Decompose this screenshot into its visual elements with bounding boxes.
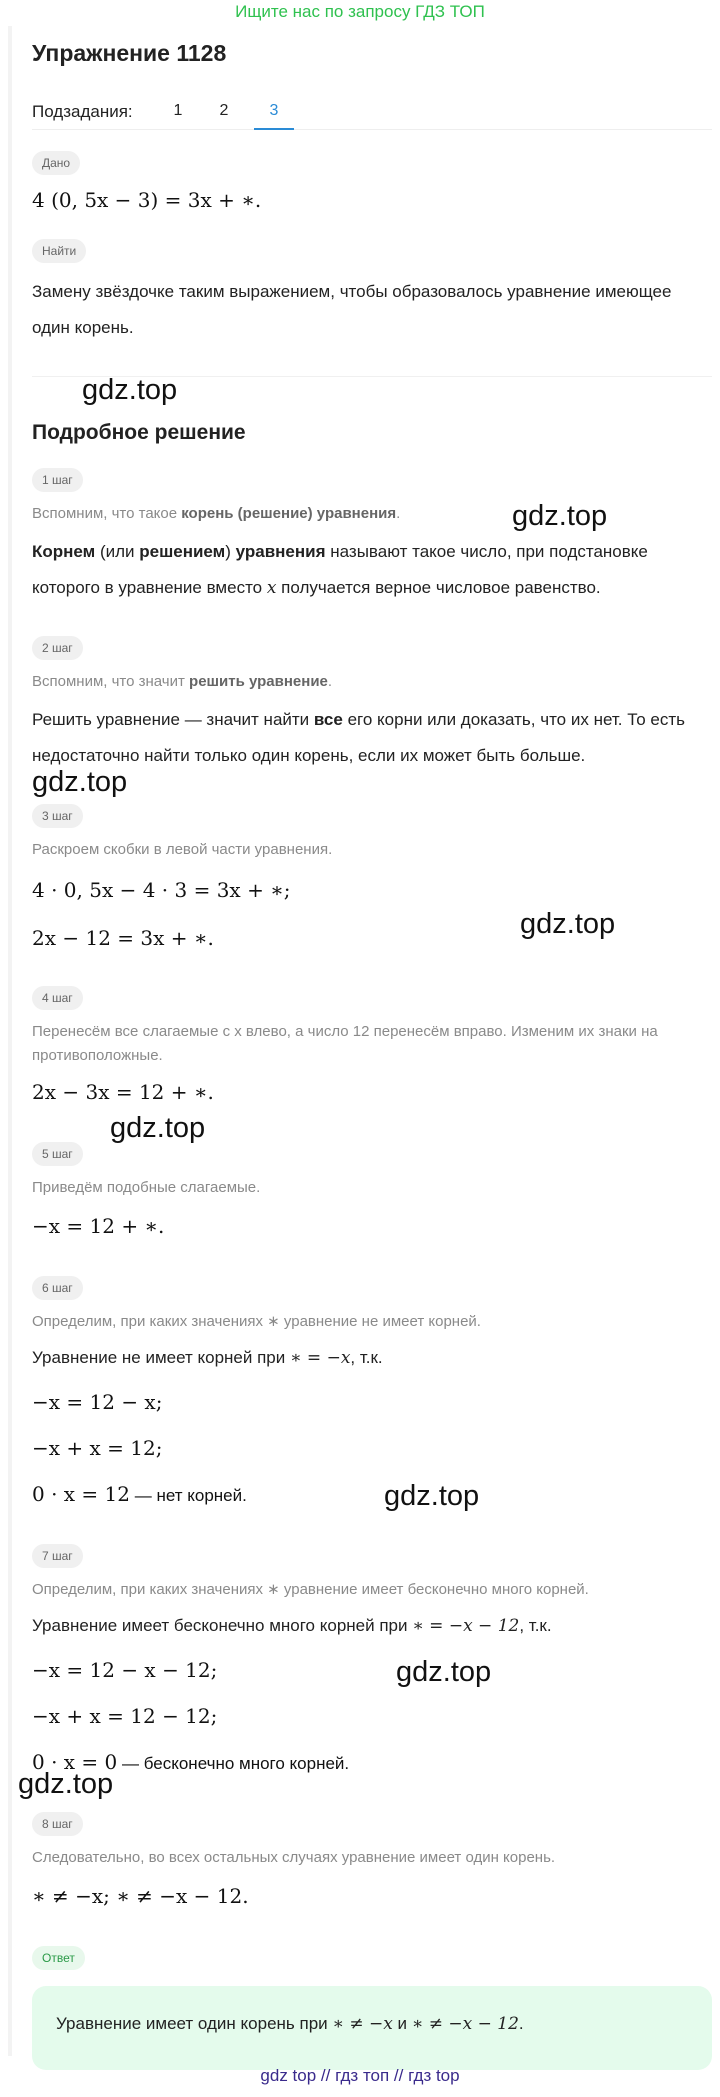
watermark: gdz.top: [520, 908, 616, 940]
watermark: gdz.top: [110, 1112, 206, 1144]
subtask-tab-3[interactable]: 3: [254, 102, 294, 130]
step-6-equation-3: 0 · x = 12 — нет корней.: [32, 1482, 247, 1506]
step-2-pill: 2 шаг: [32, 636, 83, 660]
watermark: gdz.top: [32, 766, 128, 798]
step-3-hint: Раскроем скобки в левой части уравнения.: [32, 841, 333, 858]
step-8-hint: Следовательно, во всех остальных случаях уравнение имеет один корень.: [32, 1849, 556, 1866]
step-4-hint: Перенесём все слагаемые с x влево, а число 12 перенесём вправо. Изменим их знаки на противоположные.: [32, 1023, 658, 1064]
step-1-hint: Вспомним, что такое корень (решение) уравнения.: [32, 505, 401, 522]
watermark: gdz.top: [384, 1480, 480, 1512]
step-5-pill: 5 шаг: [32, 1142, 83, 1166]
step-5-equation-1: −x = 12 + ∗.: [32, 1214, 165, 1238]
step-2-text: Решить уравнение — значит найти все его корни или доказать, что их нет. То есть недостаточно найти только один корень, если их может быть больше.: [32, 710, 686, 765]
step-3-pill: 3 шаг: [32, 804, 83, 828]
step-6-pill: 6 шаг: [32, 1276, 83, 1300]
find-text: Замену звёздочке таким выражением, чтобы образовалось уравнение имеющее один корень.: [32, 282, 672, 337]
step-1-text: Корнем (или решением) уравнения называют такое число, при подстановке которого в уравнение вместо x получается верное числовое равенство.: [32, 542, 648, 598]
step-6-equation-1: −x = 12 − x;: [32, 1390, 163, 1414]
answer-box: [32, 1986, 712, 2070]
footer-links[interactable]: gdz top // гдз топ // гдз top: [260, 2066, 460, 2085]
page-title: Упражнение 1128: [32, 40, 227, 66]
step-7-equation-1: −x = 12 − x − 12;: [32, 1658, 218, 1682]
step-1-pill: 1 шаг: [32, 468, 83, 492]
subtasks-bar: [32, 94, 712, 130]
step-7-pill: 7 шаг: [32, 1544, 83, 1568]
find-pill: Найти: [32, 239, 86, 263]
given-equation: 4 (0, 5x − 3) = 3x + ∗.: [32, 188, 262, 212]
step-8-pill: 8 шаг: [32, 1812, 83, 1836]
watermark: gdz.top: [82, 374, 178, 406]
step-7-equation-3: 0 · x = 0 — бесконечно много корней.: [32, 1750, 350, 1774]
watermark: gdz.top: [396, 1656, 492, 1688]
subtask-tab-1[interactable]: 1: [173, 102, 183, 119]
step-3-equation-2: 2x − 12 = 3x + ∗.: [32, 926, 214, 950]
answer-pill: Ответ: [32, 1946, 85, 1970]
answer-text: Уравнение имеет один корень при ∗ ≠ −x и ∗ ≠ −x − 12.: [56, 2014, 524, 2034]
subtask-tab-2[interactable]: 2: [219, 102, 229, 119]
exercise-card: [8, 26, 712, 2056]
solution-title: Подробное решение: [32, 421, 246, 444]
step-8-equation-1: ∗ ≠ −x; ∗ ≠ −x − 12.: [32, 1884, 249, 1908]
given-pill: Дано: [32, 151, 80, 175]
step-7-text: Уравнение имеет бесконечно много корней при ∗ = −x − 12, т.к.: [32, 1616, 552, 1636]
step-7-equation-2: −x + x = 12 − 12;: [32, 1704, 218, 1728]
step-2-hint: Вспомним, что значит решить уравнение.: [32, 673, 333, 690]
step-7-hint: Определим, при каких значениях ∗ уравнение имеет бесконечно много корней.: [32, 1581, 589, 1598]
watermark: gdz.top: [512, 500, 608, 532]
step-6-equation-2: −x + x = 12;: [32, 1436, 163, 1460]
subtasks-label: Подзадания:: [32, 102, 133, 121]
promo-banner[interactable]: Ищите нас по запросу ГДЗ ТОП: [235, 2, 485, 21]
watermark: gdz.top: [18, 1768, 114, 1800]
step-6-text: Уравнение не имеет корней при ∗ = −x, т.к.: [32, 1348, 383, 1368]
step-6-hint: Определим, при каких значениях ∗ уравнение не имеет корней.: [32, 1313, 481, 1330]
step-4-pill: 4 шаг: [32, 986, 83, 1010]
step-4-equation-1: 2x − 3x = 12 + ∗.: [32, 1080, 214, 1104]
step-5-hint: Приведём подобные слагаемые.: [32, 1179, 261, 1196]
step-3-equation-1: 4 · 0, 5x − 4 · 3 = 3x + ∗;: [32, 878, 291, 902]
